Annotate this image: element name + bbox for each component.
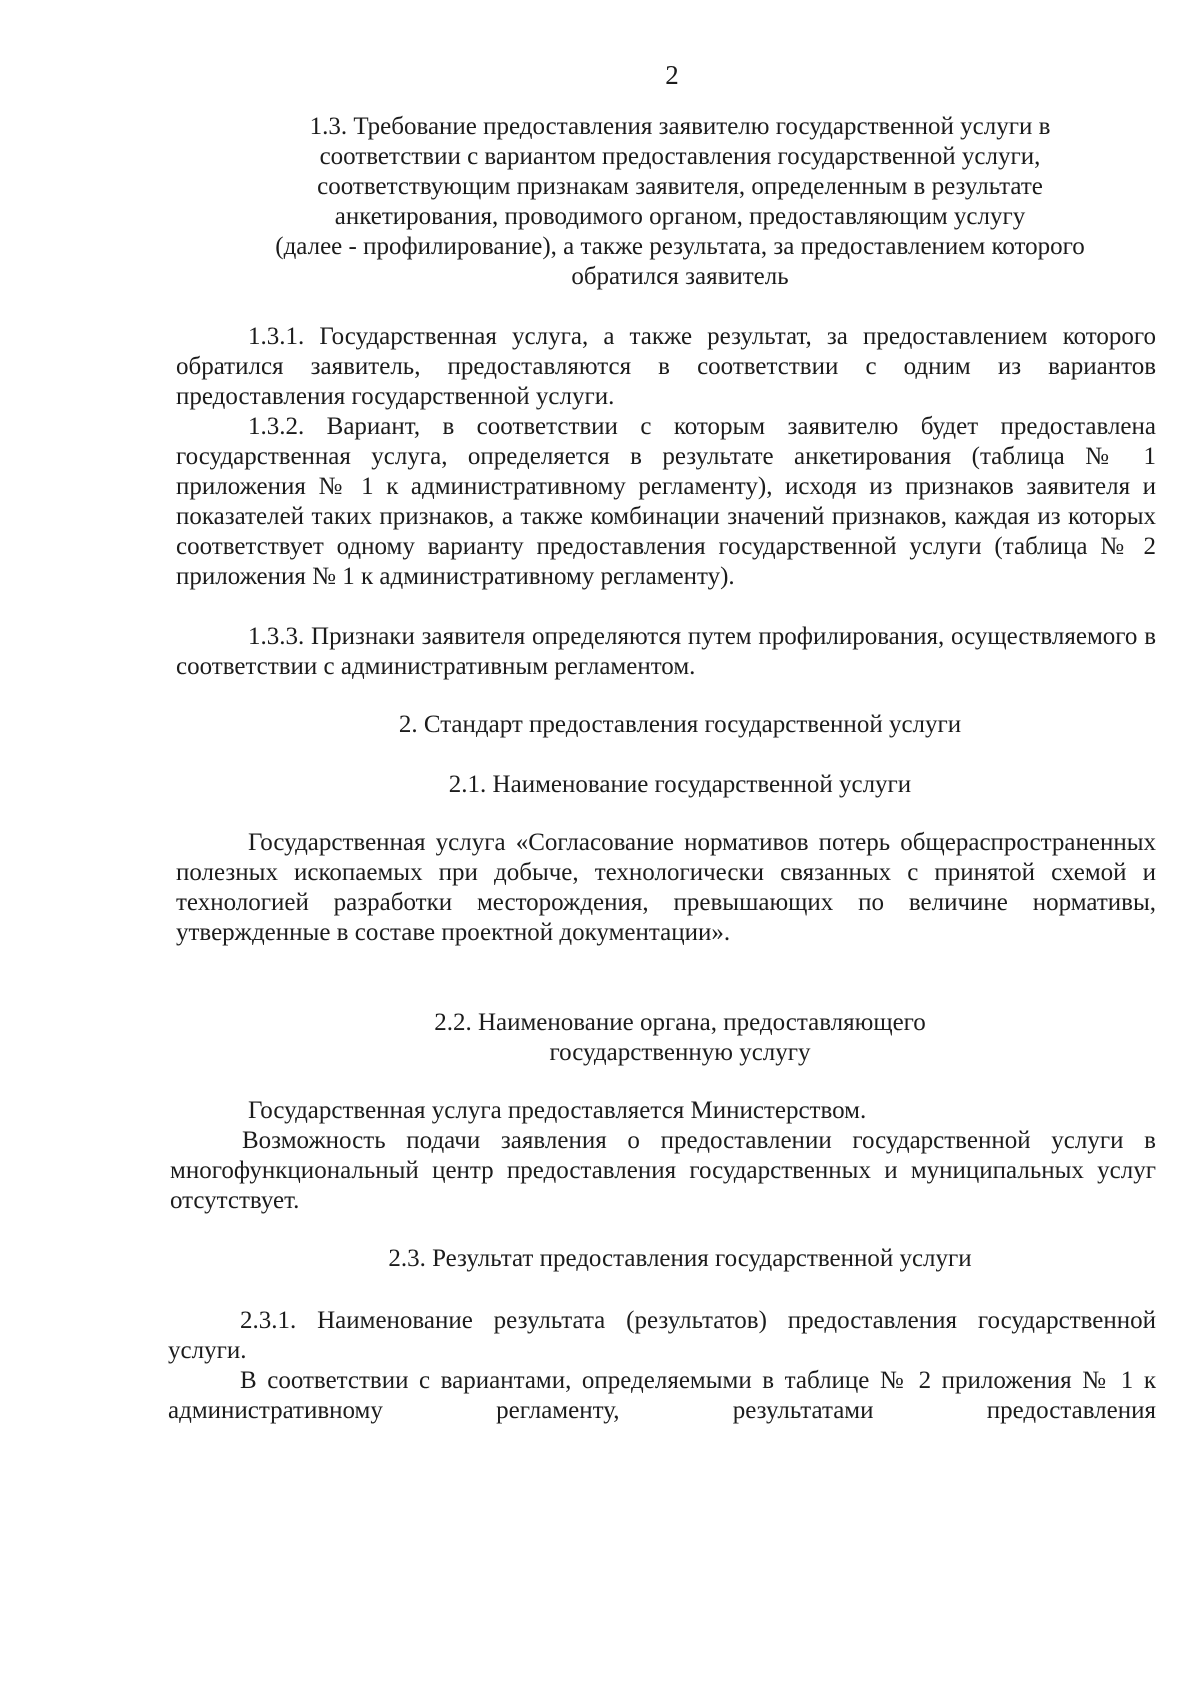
section-2-2-heading <box>180 1008 1180 1068</box>
paragraph-2-1: Государственная услуга «Согласование нормативов потерь общераспространенных полезных ископаемых при добыче, технологически связанных с принятой схемой и технологией разработки месторождения, превышающих по величине нормативы, утвержденные в составе проектной документации». <box>176 829 1156 946</box>
paragraph-1-3-1: 1.3.1. Государственная услуга, а также результат, за предоставлением которого обратился заявитель, предоставляются в соответствии с одним из вариантов предоставления государственной услуги. <box>176 323 1156 410</box>
page-number: 2 <box>665 60 679 90</box>
section-2-1-heading: 2.1. Наименование государственной услуги <box>448 771 912 798</box>
paragraph-2-3-results: В соответствии с вариантами, определяемыми в таблице № 2 приложения № 1 к административному регламенту, результатами предоставления <box>168 1367 1156 1424</box>
heading-line: соответствии с вариантом предоставления государственной услуги, <box>319 143 1041 170</box>
heading-line: (далее - профилирование), а также результата, за предоставлением которого <box>275 233 1085 260</box>
heading-line: соответствующим признакам заявителя, определенным в результате <box>317 173 1043 200</box>
section-2-heading: 2. Стандарт предоставления государственной услуги <box>398 711 962 738</box>
heading-line: 2.2. Наименование органа, предоставляющего <box>434 1009 926 1036</box>
heading-line: государственную услугу <box>549 1039 811 1066</box>
heading-line: обратился заявитель <box>571 263 789 290</box>
section-1-3-heading <box>180 112 1180 292</box>
heading-line: 1.3. Требование предоставления заявителю государственной услуги в <box>309 113 1051 140</box>
paragraph-1-3-3: 1.3.3. Признаки заявителя определяются путем профилирования, осуществляемого в соответствии с административным регламентом. <box>176 623 1156 680</box>
paragraph-2-2-2: Возможность подачи заявления о предоставлении государственной услуги в многофункциональный центр предоставления государственных и муниципальных услуг отсутствует. <box>170 1127 1156 1214</box>
section-2-3-heading: 2.3. Результат предоставления государственной услуги <box>388 1245 972 1272</box>
paragraph-1-3-2: 1.3.2. Вариант, в соответствии с которым заявителю будет предоставлена государственная услуга, определяется в результате анкетирования (таблица № 1 приложения № 1 к административному регламенту), исходя из признаков заявителя и показателей таких признаков, а также комбинации значений признаков, каждая из которых соответствует одному варианту предоставления государственной услуги (таблица № 2 приложения № 1 к административному регламенту). <box>176 413 1156 590</box>
paragraph-2-3-1: 2.3.1. Наименование результата (результатов) предоставления государственной услуги. <box>168 1307 1156 1364</box>
heading-line: анкетирования, проводимого органом, предоставляющим услугу <box>334 203 1026 230</box>
paragraph-2-2-1: Государственная услуга предоставляется Министерством. <box>248 1097 867 1124</box>
